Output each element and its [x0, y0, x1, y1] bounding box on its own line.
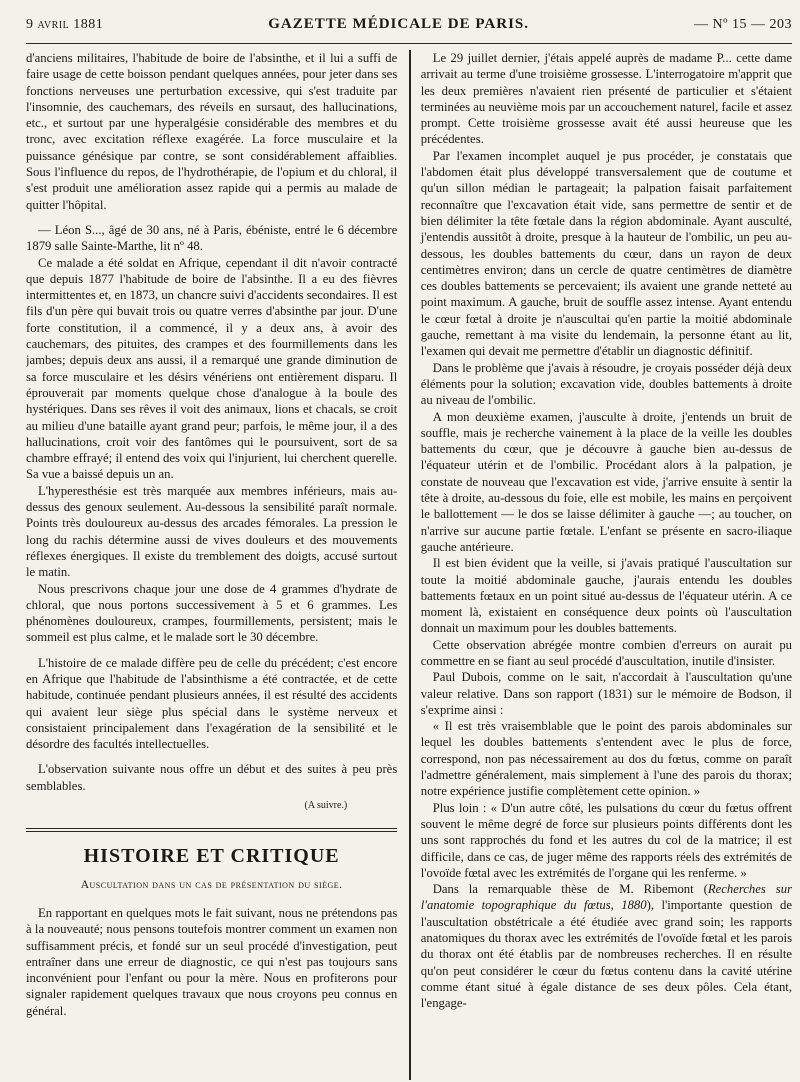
paragraph: L'histoire de ce malade diffère peu de celle du précédent; c'est encore en Afrique que l'habitude de l'absinthisme a été contractée, et de cette habitude, continuée pendant plusieurs années, il est résulté des accidents qui avaient leur siège plus spécial dans le système nerveux et consistaient principalement dans l'exagération de la sensibilité et le désordre des facultés intellectuelles.: [26, 655, 398, 752]
header-title: GAZETTE MÉDICALE DE PARIS.: [268, 16, 530, 32]
page-header: [26, 16, 792, 44]
paragraph: Ce malade a été soldat en Afrique, cependant il dit n'avoir contracté que depuis 1877 l'habitude de boire de l'absinthe. Il a eu des fièvres intermittentes et, en 1873, un chancre suivi d'accidents secondaires. Il est fils d'un père qui buvait trois ou quatre verres d'absinthe par jour. D'une forte constitution, il a commencé, il y a deux ans, à avoir des cauchemars, des pituites, des crampes et des fourmillements dans les jambes; depuis deux ans aussi, il a remarqué une grande diminution de sa force musculaire et les désirs vénériens ont entièrement disparu. Il éprouverait par moments quelque chose d'analogue à la boule des hystériques. Dans ses rêves il voit des animaux, lions et chacals, se croit au milieu d'une bataille ayant grand peur; parfois, le même jour, il a des hallucinations, croit voir des fantômes qui le poursuivent, sort de sa chambre effrayé; il entend des voix qui l'injurient, lui cherchent querelle. Sa vue a baissé depuis un an.: [26, 255, 398, 482]
quote-paragraph: Plus loin : « D'un autre côté, les pulsations du cœur du fœtus offrent souvent le même degré de force sur plusieurs points différents dont les uns sont rapprochés du fond et les autres du col de la matrice; il est difficile, dans ce cas, de juger même des rapports réels des extrémités de l'ovoïde fœtal avec les extrémités de l'organe qui les renferme. »: [420, 800, 793, 880]
paragraph: L'hyperesthésie est très marquée aux membres inférieurs, mais au-dessus des genoux seulement. Au-dessous la sensibilité paraît normale. Points très douloureux au-dessus des arcades fémorales. La pression le long du rachis détermine aussi de vives douleurs et des mouvements réflexes énergiques. Il existe du tremblement des doigts, accusé surtout le matin.: [26, 483, 398, 580]
paragraph: d'anciens militaires, l'habitude de boire de l'absinthe, et il lui a suffi de faire usage de cette boisson pendant quelques années, pour jeter dans ses fonctions nerveuses une perturbation excessive, qui s'est traduite par l'insomnie, des cauchemars, des réveils en sursaut, des hallucinations, etc., et surtout par une hyperalgésie considérable des membres et du tronc, avec excitation réflexe exagérée. La force musculaire et la puissance génésique par contre, se sont considérablement affaiblies. Sous l'influence du repos, de l'hydrothérapie, de l'opium et du chloral, il s'est produit une amélioration assez rapide qui a permis au malade de quitter l'hôpital.: [26, 51, 398, 212]
paragraph: — Léon S..., âgé de 30 ans, né à Paris, ébéniste, entré le 6 décembre 1879 salle Sainte-Marthe, lit nº 48.: [26, 222, 398, 254]
paragraph: Nous prescrivons chaque jour une dose de 4 grammes d'hydrate de chloral, que nous portons successivement à 5 et 6 grammes. Les phénomènes douloureux, crampes, fourmillements, persistent; mais le sommeil est plus calme, et le malade sort le 30 décembre.: [26, 581, 398, 645]
cited-title: Recherches sur l'anatomie topographique du fœtus, 1880: [420, 882, 793, 913]
paragraph: [421, 881, 792, 1011]
paragraph: Le 29 juillet dernier, j'étais appelé auprès de madame P... cette dame arrivait au terme d'une troisième grossesse. L'interrogatoire m'apprit que les deux premières n'avaient rien présenté de particulier et s'étaient terminées au neuvième mois par un accouchement naturel, facile et assez prompt. Cette troisième grossesse avait été aussi heureuse que les précédentes.: [420, 51, 793, 147]
section-divider: [26, 828, 397, 832]
left-column: [26, 50, 403, 1080]
text-run: ), l'importante question de l'auscultation obstétricale a été étudiée avec grand soin; les rapports anatomiques du thorax avec les extrémités de l'ovoïde fœtal et les parois du thorax ont été établis par de nombreuses recherches. Il en résulte qu'on peut considérer le cœur du fœtus contenu dans la cavité utérine comme étant situé à égale distance de ses deux pôles. Cela étant, l'engage-: [420, 898, 793, 1011]
quote-paragraph: « Il est très vraisemblable que le point des parois abdominales sur lequel les doubles battements s'entendent avec le plus de force, correspond, non pas nécessairement au dos du fœtus, comme on paraît l'admettre généralement, mais simplement à l'une des parois du thorax; notre expérience justifie complètement cette opinion. »: [420, 719, 793, 799]
to-be-continued: (A suivre.): [304, 800, 348, 812]
section-title: HISTOIRE ET CRITIQUE: [83, 845, 340, 868]
paragraph: Par l'examen incomplet auquel je pus procéder, je constatais que l'abdomen était plus développé transversalement que de coutume et qu'un sillon médian le partageait; la palpation faisait parfaitement reconnaître que l'excavation était vide, sans permettre de sentir et de bien délimiter la tête fœtale dans la région abdominale. Ayant ausculté, j'entendis aussitôt à droite, presque à la hauteur de l'ombilic, un peu au-dessous, les doubles battements du cœur, dans un rayon de deux centimètres environ; dans un cercle de quatre centimètres de diamètre ces doubles battements se percevaient; ils avaient une grande netteté au point maximum. A gauche, bruit de souffle assez intense. Ayant entendu le cœur fœtal à droite je n'auscultai qu'en partie la moitié abdominale gauche, remettant à ma visite du lendemain, la personne étant au lit, l'examen qui devait me permettre d'établir un diagnostic définitif.: [420, 148, 793, 359]
paragraph: En rapportant en quelques mots le fait suivant, nous ne prétendons pas à la nouveauté; nous pensons toutefois montrer comment un examen non suffisamment précis, et fondé sur un seul procédé d'investigation, peut entraîner dans une erreur de diagnostic, ce qui n'est pas toujours sans inconvénient pour l'enfant ou pour la mère. Nous en profiterons pour signaler rapidement quelques travaux que nous croyons peu connus en général.: [26, 905, 398, 1018]
paragraph: Dans le problème que j'avais à résoudre, je croyais posséder déjà deux éléments pour la solution; excavation vide, doubles battements à droite au niveau de l'ombilic.: [420, 360, 793, 408]
column-rule: [409, 50, 410, 1080]
header-date: 9 avril 1881: [26, 17, 104, 32]
article-subtitle: Auscultation dans un cas de présentation du siège.: [80, 878, 343, 891]
paragraph: Il est bien évident que la veille, si j'avais pratiqué l'auscultation sur toute la moitié abdominale gauche, j'aurais entendu les doubles battements fœtaux en un point situé au-dessus de l'équateur utérin. A ce moment là, existaient en conséquence deux points où l'auscultation donnait un maximum pour les doubles battements.: [420, 556, 793, 636]
header-issue: — Nº 15 — 203: [694, 17, 792, 32]
article-columns: [26, 50, 792, 1080]
paragraph: L'observation suivante nous offre un début et des suites à peu près semblables.: [26, 762, 398, 793]
text-run: Dans la remarquable thèse de M. Ribemont (: [432, 882, 708, 897]
paragraph: Paul Dubois, comme on le sait, n'accordait à l'auscultation qu'une valeur relative. Dans son rapport (1831) sur le mémoire de Bodson, il s'exprime ainsi :: [420, 670, 793, 717]
paragraph: A mon deuxième examen, j'ausculte à droite, j'entends un bruit de souffle, mais je recherche vainement à la place de la veille les doubles battements du cœur, que je découvre à gauche bien au-dessus de l'équateur utérin et de l'ombilic. Procédant alors à la palpation, je constate de nouveau que l'excavation est vide, j'arrive ensuite à sentir la tête à droite, au-dessous du foie, elle est mobile, les mains en perçoivent le ballottement — le dos se laisse délimiter à gauche —; au toucher, on n'arrive sur aucune partie fœtale. L'enfant se présente en sacro-iliaque gauche antérieure.: [420, 409, 793, 554]
paragraph: Cette observation abrégée montre combien d'erreurs on aurait pu commettre en se fiant au seul procédé d'auscultation, inutile d'insister.: [420, 637, 793, 668]
right-column: [417, 50, 792, 1080]
